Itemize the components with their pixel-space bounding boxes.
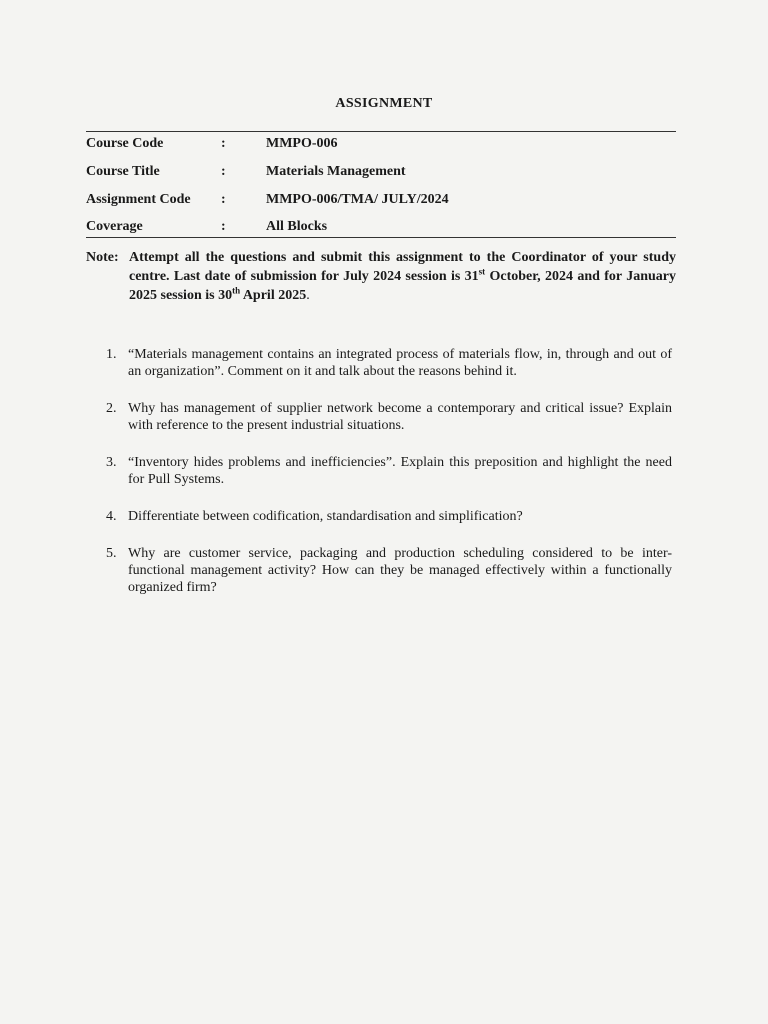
question-number: 5. (106, 546, 117, 561)
note-superscript: st (478, 266, 486, 277)
question-item (106, 346, 672, 380)
info-colon: : (221, 136, 226, 151)
question-number: 1. (106, 347, 117, 362)
info-label: Coverage (86, 219, 143, 234)
question-text: Why are customer service, packaging and production scheduling considered to be inter-functional management activity? How can they be managed effectively within a functionally organized firm? (128, 546, 672, 595)
header-rule-top (86, 131, 676, 132)
question-text: “Materials management contains an integrated process of materials flow, in, through and out of an organization”. Comment on it and talk about the reasons behind it. (128, 347, 672, 379)
info-label: Course Code (86, 136, 164, 151)
info-row-course-title (86, 164, 676, 186)
question-number: 2. (106, 401, 117, 416)
question-list (106, 346, 672, 616)
info-value: MMPO-006 (266, 136, 338, 151)
note-body (129, 248, 676, 305)
info-value: Materials Management (266, 164, 406, 179)
info-value: MMPO-006/TMA/ JULY/2024 (266, 192, 449, 207)
question-item (106, 508, 672, 525)
info-colon: : (221, 164, 226, 179)
note-text: April 2025 (240, 288, 307, 303)
info-row-course-code (86, 136, 676, 158)
note-end-period: . (306, 288, 310, 303)
info-label: Assignment Code (86, 192, 191, 207)
question-number: 4. (106, 509, 117, 524)
page-title: ASSIGNMENT (335, 96, 433, 111)
info-colon: : (221, 192, 226, 207)
note-text: October, 2024 and for January 2025 session is 30 (129, 269, 676, 303)
note-superscript: th (232, 285, 241, 296)
question-number: 3. (106, 455, 117, 470)
info-label: Course Title (86, 164, 160, 179)
question-item (106, 454, 672, 488)
info-value: All Blocks (266, 219, 328, 234)
info-row-assignment-code (86, 192, 676, 214)
question-text: “Inventory hides problems and inefficiencies”. Explain this preposition and highlight the need for Pull Systems. (128, 455, 672, 487)
question-text: Differentiate between codification, standardisation and simplification? (128, 509, 523, 524)
submission-note (86, 248, 676, 305)
question-item (106, 400, 672, 434)
info-colon: : (221, 219, 226, 234)
note-label: Note: (86, 250, 119, 265)
note-text: Attempt all the questions and submit this assignment to the Coordinator of your study centre. Last date of submission for July 2024 session is 31 (129, 250, 676, 284)
question-item (106, 545, 672, 596)
question-text: Why has management of supplier network become a contemporary and critical issue? Explain with reference to the present industrial situations. (128, 401, 672, 433)
header-rule-bottom (86, 237, 676, 238)
